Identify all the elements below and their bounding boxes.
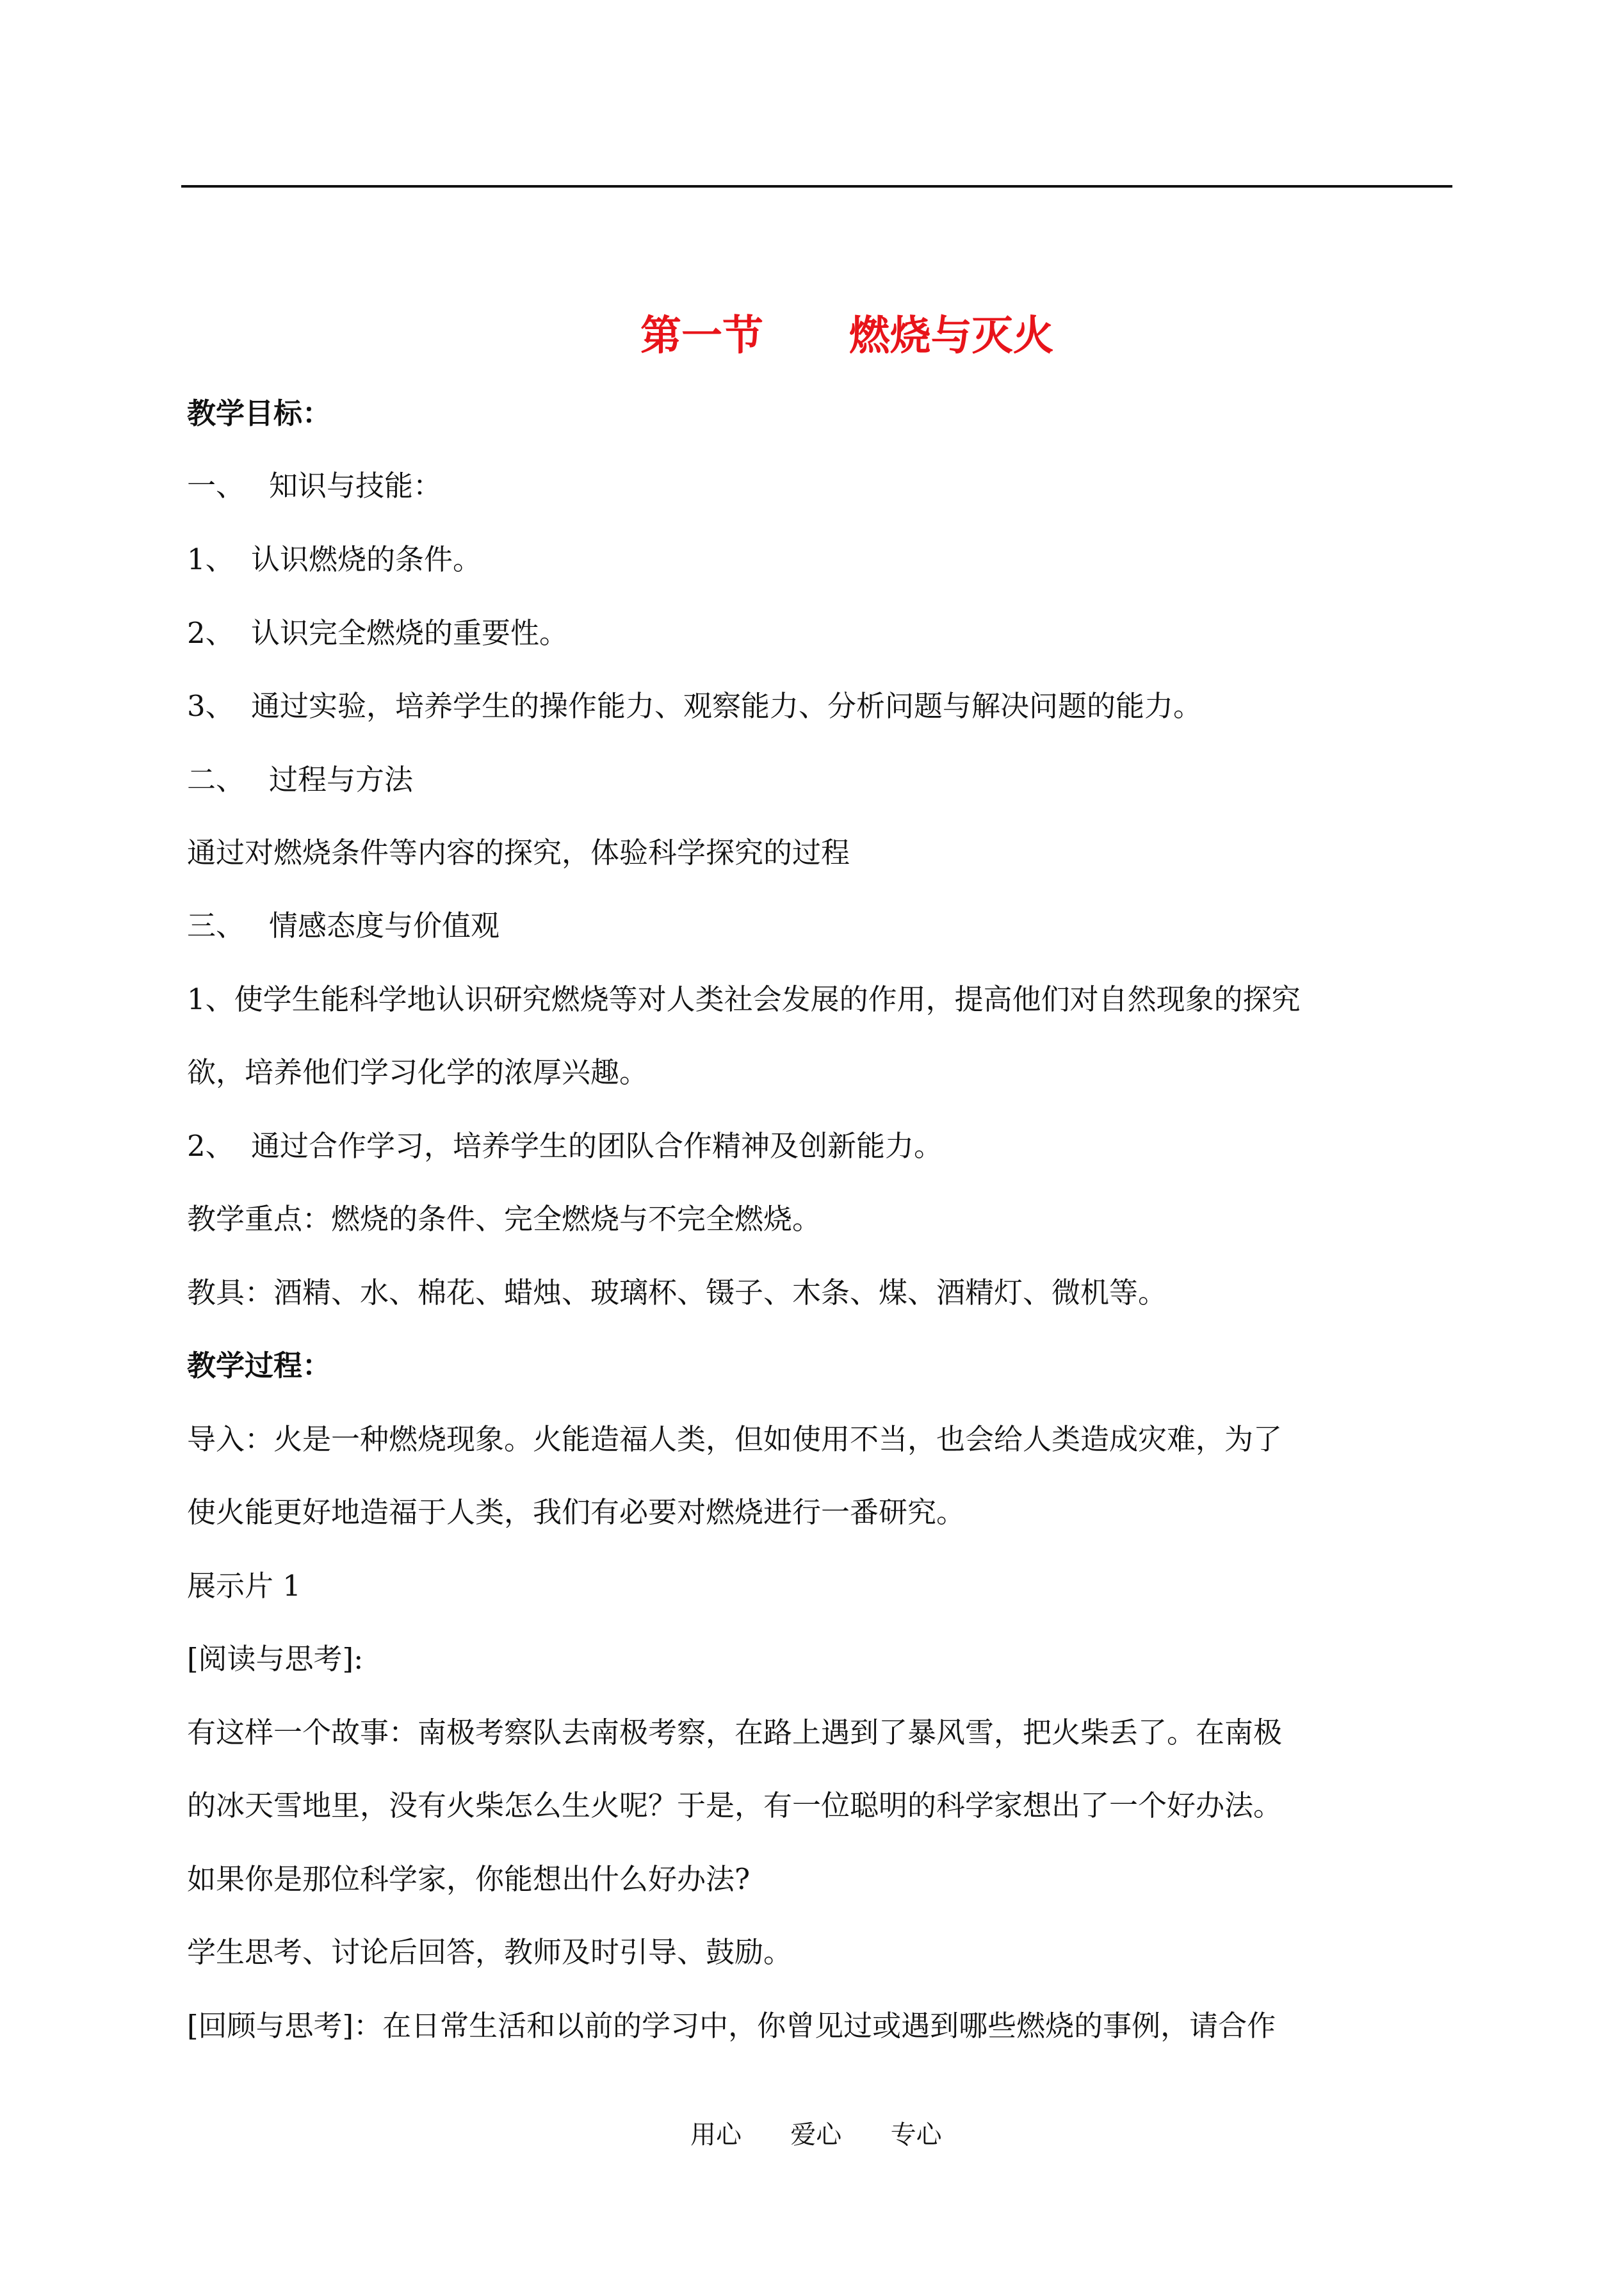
paragraph: 通过对燃烧条件等内容的探究，体验科学探究的过程 bbox=[187, 836, 850, 870]
paragraph: 欲，培养他们学习化学的浓厚兴趣。 bbox=[187, 1055, 649, 1089]
section-label: 知识与技能： bbox=[269, 469, 443, 503]
item-text: 认识燃烧的条件。 bbox=[251, 542, 482, 576]
item-number: 1、 bbox=[187, 542, 234, 576]
page-title: 第一节 燃烧与灭火 bbox=[640, 312, 1054, 360]
objectives-heading: 教学目标： bbox=[187, 396, 332, 430]
item-number: 3、 bbox=[187, 689, 234, 723]
paragraph: 1、使学生能科学地认识研究燃烧等对人类社会发展的作用，提高他们对自然现象的探究 bbox=[187, 982, 1301, 1016]
section-emotion-values bbox=[187, 907, 1449, 945]
key-points: 教学重点：燃烧的条件、完全燃烧与不完全燃烧。 bbox=[187, 1202, 822, 1236]
item-number: 2、 bbox=[187, 1129, 234, 1163]
list-item bbox=[187, 614, 1449, 653]
header-rule bbox=[181, 185, 1452, 188]
section-label: 情感态度与价值观 bbox=[269, 909, 500, 943]
item-number: 2、 bbox=[187, 616, 234, 650]
item-text: 通过实验，培养学生的操作能力、观察能力、分析问题与解决问题的能力。 bbox=[251, 689, 1203, 723]
section-label: 过程与方法 bbox=[269, 763, 414, 797]
page-footer: 用心 爱心 专心 bbox=[690, 2120, 942, 2150]
reading-heading: [阅读与思考]: bbox=[187, 1642, 364, 1676]
paragraph: 的冰天雪地里，没有火柴怎么生火呢？于是，有一位聪明的科学家想出了一个好办法。 bbox=[187, 1788, 1283, 1822]
paragraph: 学生思考、讨论后回答，教师及时引导、鼓励。 bbox=[187, 1935, 793, 1969]
section-knowledge-skills bbox=[187, 467, 1449, 505]
list-item bbox=[187, 687, 1449, 726]
paragraph: [回顾与思考]：在日常生活和以前的学习中，你曾见过或遇到哪些燃烧的事例，请合作 bbox=[187, 2009, 1276, 2043]
paragraph: 使火能更好地造福于人类，我们有必要对燃烧进行一番研究。 bbox=[187, 1495, 966, 1529]
list-item bbox=[187, 1127, 1449, 1165]
paragraph: 如果你是那位科学家，你能想出什么好办法? bbox=[187, 1862, 751, 1896]
list-item bbox=[187, 540, 1449, 579]
paragraph: 有这样一个故事：南极考察队去南极考察，在路上遇到了暴风雪，把火柴丢了。在南极 bbox=[187, 1715, 1283, 1749]
slide-label: 展示片 1 bbox=[187, 1569, 301, 1603]
item-text: 认识完全燃烧的重要性。 bbox=[251, 616, 569, 650]
section-number: 一、 bbox=[187, 469, 245, 503]
process-heading: 教学过程： bbox=[187, 1349, 332, 1383]
item-text: 通过合作学习，培养学生的团队合作精神及创新能力。 bbox=[251, 1129, 943, 1163]
teaching-tools: 教具：酒精、水、棉花、蜡烛、玻璃杯、镊子、木条、煤、酒精灯、微机等。 bbox=[187, 1276, 1167, 1310]
section-number: 二、 bbox=[187, 763, 245, 797]
section-number: 三、 bbox=[187, 909, 245, 943]
paragraph: 导入：火是一种燃烧现象。火能造福人类，但如使用不当，也会给人类造成灾难，为了 bbox=[187, 1422, 1283, 1456]
section-process-method bbox=[187, 761, 1449, 799]
